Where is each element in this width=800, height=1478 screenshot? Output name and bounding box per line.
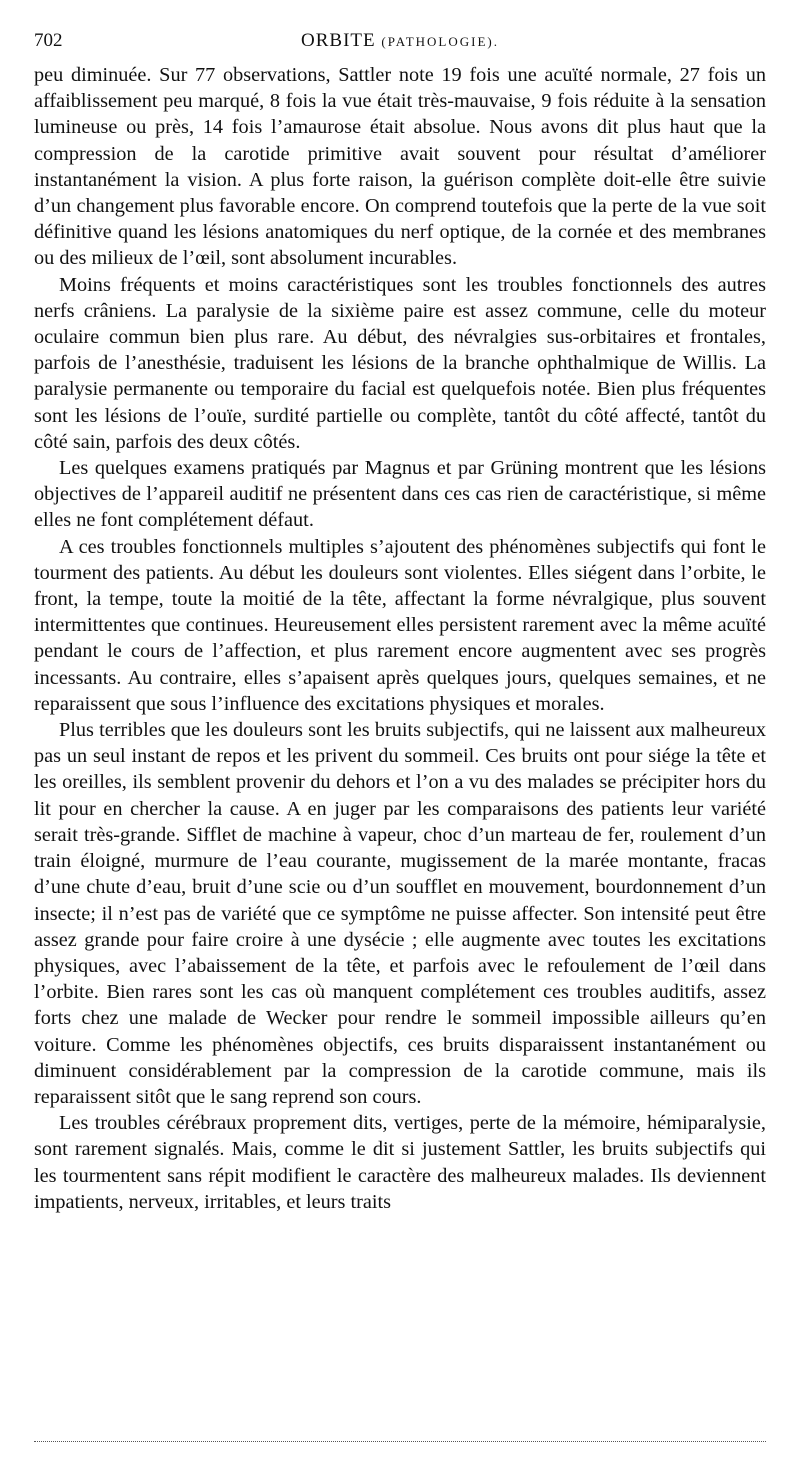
page-number: 702 xyxy=(34,30,63,51)
header-title-subtitle: (PATHOLOGIE). xyxy=(381,34,499,49)
paragraph: Les quelques examens pratiqués par Magnus et par Grüning montrent que les lésions objectives de l’appareil auditif ne présentent dans ces cas rien de caractéristique, si même elles ne font complétement défaut. xyxy=(34,457,766,532)
paragraph: Moins fréquents et moins caractéristiques sont les troubles fonctionnels des autres nerfs crâniens. La paralysie de la sixième paire est assez commune, celle du moteur oculaire commun bien plus rare. Au début, des névralgies sus-orbitaires et frontales, parfois de l’anesthésie, traduisent les lésions de la branche ophthalmique de Willis. La paralysie permanente ou temporaire du facial est quelquefois notée. Bien plus fréquentes sont les lésions de l’ouïe, surdité partielle ou complète, tantôt du côté affecté, tantôt du côté sain, parfois des deux côtés. xyxy=(34,273,766,453)
page-header-title xyxy=(34,30,766,52)
footer-dotted-rule xyxy=(34,1441,766,1442)
running-head xyxy=(34,28,766,62)
paragraph: Les troubles cérébraux proprement dits, vertiges, perte de la mémoire, hémiparalysie, sont rarement signalés. Mais, comme le dit si justement Sattler, les bruits subjectifs qui les tourmentent sans répit modifient le caractère des malheureux malades. Ils deviennent impatients, nerveux, irritables, et leurs traits xyxy=(34,1112,766,1213)
paragraph-continued: peu diminuée. Sur 77 observations, Sattler note 19 fois une acuïté normale, 27 fois un affaiblissement peu marqué, 8 fois la vue était très-mauvaise, 9 fois réduite à la sensation lumineuse ou près, 14 fois l’amaurose était absolue. Nous avons dit plus haut que la compression de la carotide primitive avait souvent pour résultat d’améliorer instantanément la vision. A plus forte raison, la guérison complète doit-elle être suivie d’un changement plus favorable encore. On comprend toutefois que la perte de la vue soit définitive quand les lésions anatomiques du nerf optique, de la cornée et des membranes ou des milieux de l’œil, sont absolument incurables. xyxy=(34,64,766,270)
paragraph: Plus terribles que les douleurs sont les bruits subjectifs, qui ne laissent aux malheureux pas un seul instant de repos et les privent du sommeil. Ces bruits ont pour siége la tête et les oreilles, ils semblent provenir du dehors et l’on a vu des malades se précipiter hors du lit pour en chercher la cause. A en juger par les comparaisons des patients leur variété serait très-grande. Sifflet de machine à vapeur, choc d’un marteau de fer, roulement d’un train éloigné, murmure de l’eau courante, mugissement de la marée montante, fracas d’une chute d’eau, bruit d’une scie ou d’un soufflet en mouvement, bourdonnement d’un insecte; il n’est pas de variété que ce symptôme ne puisse affecter. Son intensité peut être assez grande pour faire croire à une dysécie ; elle augmente avec toutes les excitations physiques, avec l’abaissement de la tête, et parfois avec le refoulement de l’œil dans l’orbite. Bien rares sont les cas où manquent complétement ces troubles auditifs, assez forts chez une malade de Wecker pour rendre le sommeil impossible ailleurs qu’en voiture. Comme les phénomènes objectifs, ces bruits disparaissent instantanément ou diminuent considérablement par la compression de la carotide commune, mais ils reparaissent sitôt que le sang reprend son cours. xyxy=(34,719,766,1108)
header-title-main: ORBITE xyxy=(301,30,376,51)
paragraph: A ces troubles fonctionnels multiples s’ajoutent des phénomènes subjectifs qui font le tourment des patients. Au début les douleurs sont violentes. Elles siégent dans l’orbite, le front, la tempe, toute la moitié de la tête, affectant la forme névralgique, plus souvent intermittentes que continues. Heureusement elles persistent rarement avec la même acuïté pendant le cours de l’affection, et plus rarement encore augmentent avec ses progrès incessants. Au contraire, elles s’apaisent après quelques jours, quelques semaines, et ne reparaissent que sous l’influence des excitations physiques et morales. xyxy=(34,535,766,715)
body-text xyxy=(34,62,766,1215)
